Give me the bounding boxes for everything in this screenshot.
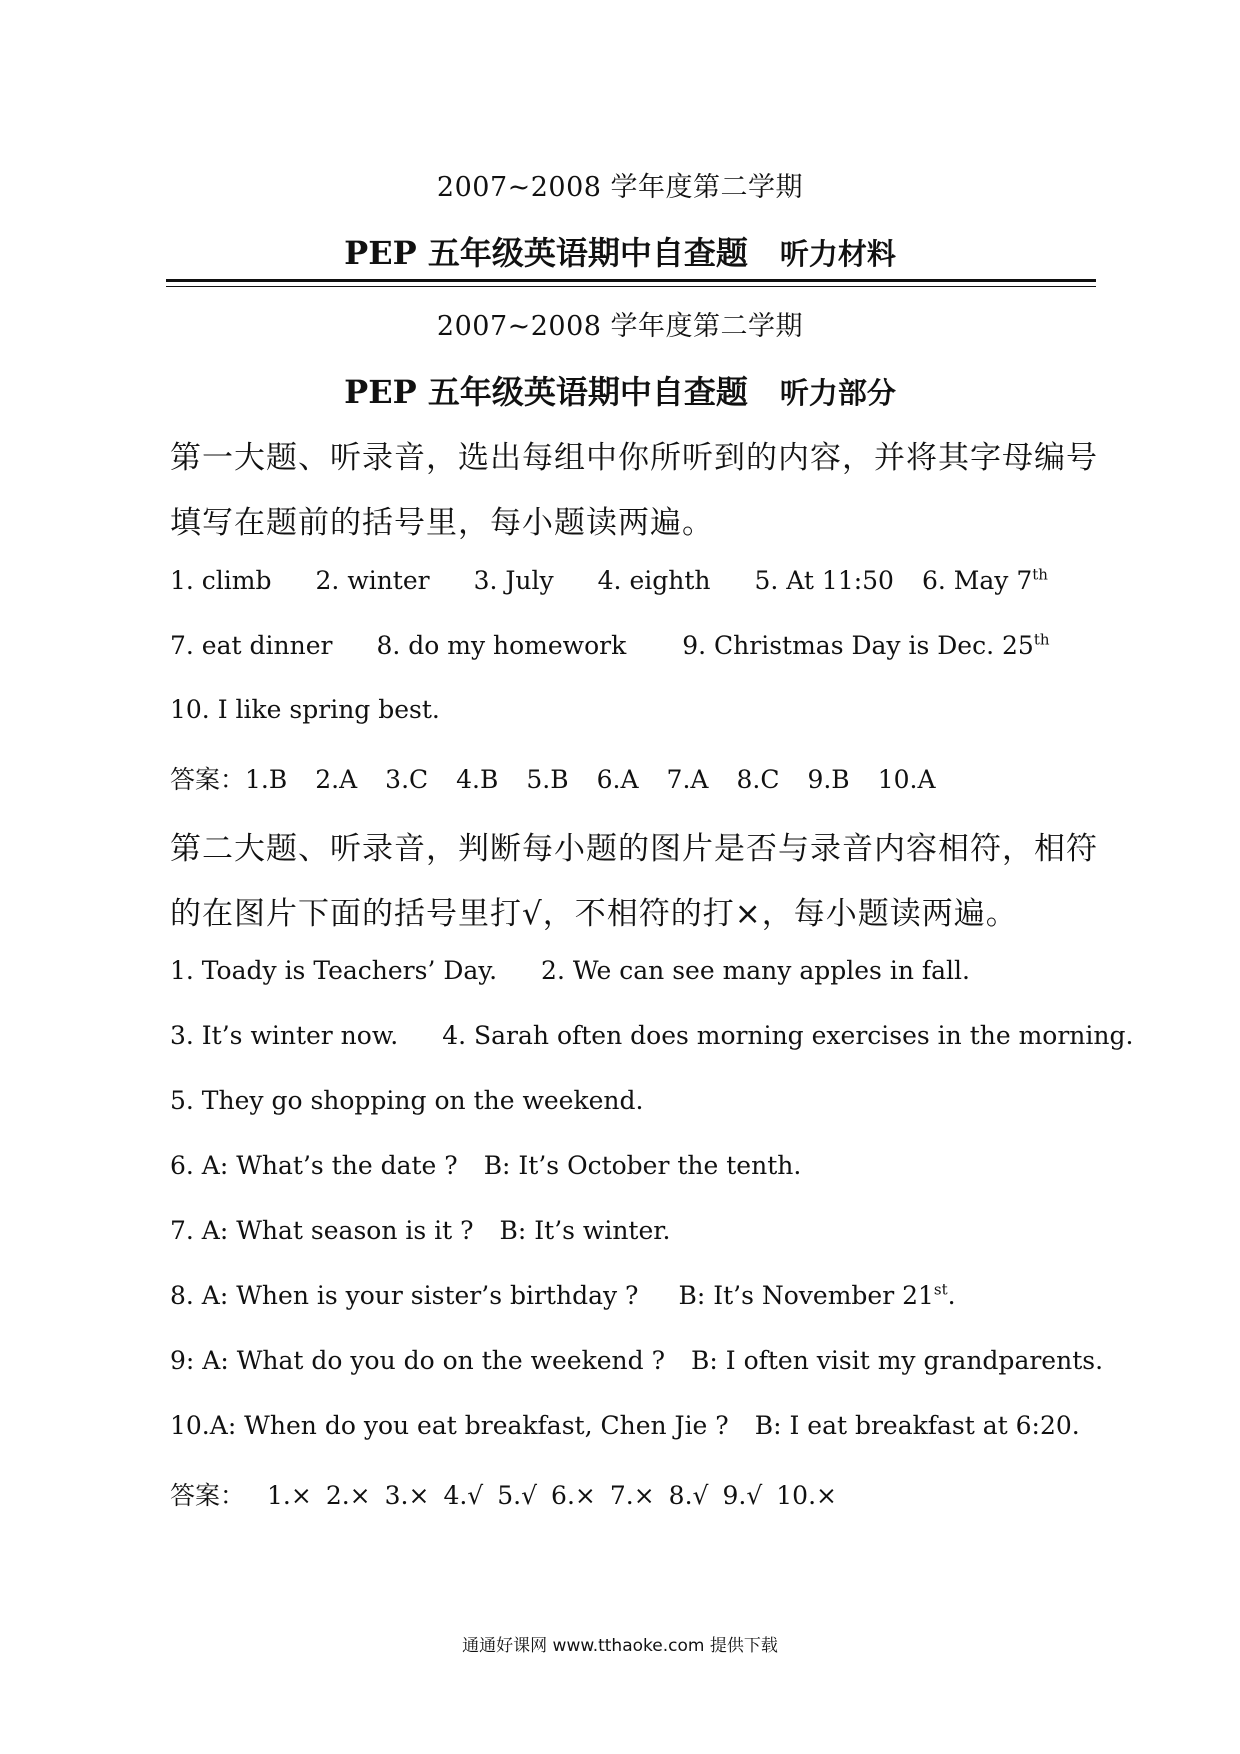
- section1-answer: 4.B: [456, 765, 499, 794]
- section1-answer: 8.C: [736, 765, 780, 794]
- section2-row-10: [170, 1411, 1080, 1440]
- section2-item-9-b: B: I often visit my grandparents.: [691, 1346, 1104, 1375]
- section1-answer: 5.B: [526, 765, 569, 794]
- section1-answer: 9.B: [807, 765, 850, 794]
- title-2-main: PEP 五年级英语期中自查题: [344, 373, 748, 411]
- section2-item-8-b: [678, 1281, 955, 1310]
- section1-item-2: 2. winter: [315, 566, 430, 595]
- title-1-main: PEP 五年级英语期中自查题: [344, 234, 748, 272]
- section2-item-9-a: 9: A: What do you do on the weekend ?: [170, 1346, 665, 1375]
- title-listening-material: [0, 228, 1240, 274]
- section2-heading-line-2: 的在图片下面的括号里打√，不相符的打×，每小题读两遍。: [170, 896, 1018, 932]
- section1-items-row-2: [170, 631, 1050, 660]
- section2-answer-label: 答案：: [170, 1481, 246, 1510]
- section2-answer: 8.√: [668, 1481, 709, 1510]
- section2-answers: [170, 1476, 851, 1512]
- section2-item-6-a: 6. A: What’s the date ?: [170, 1151, 458, 1180]
- section1-item-6-text: 6. May 7: [921, 566, 1033, 595]
- title-2-right: 听力部分: [779, 376, 896, 410]
- section1-answers: [170, 760, 964, 796]
- section2-row-1: [170, 956, 970, 985]
- section1-item-9: [682, 631, 1049, 660]
- term-line-1: 2007~2008 学年度第二学期: [436, 172, 804, 203]
- section2-answer: 6.×: [551, 1481, 596, 1510]
- section1-answer: 6.A: [596, 765, 639, 794]
- section2-answer: 1.×: [267, 1481, 312, 1510]
- section2-row-9: [170, 1346, 1103, 1375]
- section1-heading-line-1: 第一大题、听录音，选出每组中你所听到的内容，并将其字母编号: [170, 440, 1098, 476]
- section2-item-8-end: .: [947, 1281, 956, 1310]
- section1-item-5: 5. At 11:50: [754, 566, 894, 595]
- term-line-2: 2007~2008 学年度第二学期: [436, 311, 804, 342]
- title-listening-part: [0, 367, 1240, 413]
- section2-item-8-b-text: B: It’s November 21: [678, 1281, 934, 1310]
- section2-item-2: 2. We can see many apples in fall.: [541, 956, 970, 985]
- section2-answer: 7.×: [609, 1481, 655, 1510]
- section1-item-9-sup: th: [1033, 630, 1050, 649]
- section1-answer: 1.B: [245, 765, 288, 794]
- section1-answer: 3.C: [385, 765, 429, 794]
- section2-item-7-a: 7. A: What season is it ?: [170, 1216, 474, 1245]
- section1-item-10: 10. I like spring best.: [170, 695, 440, 724]
- header-rule-thick: [166, 279, 1096, 282]
- section2-item-4: 4. Sarah often does morning exercises in the morning.: [442, 1021, 1134, 1050]
- section1-item-7: 7. eat dinner: [170, 631, 333, 660]
- section2-item-3: 3. It’s winter now.: [170, 1021, 399, 1050]
- section2-item-1: 1. Toady is Teachers’ Day.: [170, 956, 498, 985]
- section1-answer: 2.A: [315, 765, 358, 794]
- section1-item-8: 8. do my homework: [376, 631, 627, 660]
- section2-item-8-a: 8. A: When is your sister’s birthday ?: [170, 1281, 639, 1310]
- section2-item-6-b: B: It’s October the tenth.: [483, 1151, 802, 1180]
- section2-answer: 4.√: [443, 1481, 484, 1510]
- section1-answer-label: 答案：: [170, 765, 246, 794]
- section2-row-6: [170, 1151, 801, 1180]
- section1-item-1: 1. climb: [170, 566, 272, 595]
- section2-item-7-b: B: It’s winter.: [499, 1216, 671, 1245]
- section2-item-5: 5. They go shopping on the weekend.: [170, 1086, 644, 1115]
- header-rule-thin: [166, 286, 1096, 287]
- section1-item-3: 3. July: [473, 566, 554, 595]
- section2-answer: 5.√: [497, 1481, 538, 1510]
- section2-item-8-sup: st: [933, 1280, 948, 1299]
- section2-item-10-b: B: I eat breakfast at 6:20.: [754, 1411, 1080, 1440]
- section1-answer: 7.A: [666, 765, 709, 794]
- section1-item-6: [922, 566, 1048, 595]
- section1-item-6-sup: th: [1032, 565, 1048, 584]
- section1-items-row-1: [170, 566, 1048, 595]
- footer-download-note: 通通好课网 www.tthaoke.com 提供下载: [462, 1636, 778, 1656]
- section1-item-9-text: 9. Christmas Day is Dec. 25: [682, 631, 1034, 660]
- section2-answer: 3.×: [384, 1481, 430, 1510]
- section2-row-7: [170, 1216, 670, 1245]
- section2-answer: 9.√: [722, 1481, 763, 1510]
- section2-heading-line-1: 第二大题、听录音，判断每小题的图片是否与录音内容相符，相符: [170, 831, 1098, 867]
- section2-answer: 2.×: [325, 1481, 371, 1510]
- section1-item-4: 4. eighth: [597, 566, 711, 595]
- section2-row-8: [170, 1281, 956, 1310]
- section2-item-10-a: 10.A: When do you eat breakfast, Chen Jie ?: [170, 1411, 729, 1440]
- title-1-right: 听力材料: [779, 237, 896, 271]
- section2-answer: 10.×: [776, 1481, 837, 1510]
- section1-answer: 10.A: [877, 765, 936, 794]
- section2-row-2: [170, 1021, 1133, 1050]
- section1-heading-line-2: 填写在题前的括号里，每小题读两遍。: [170, 505, 714, 541]
